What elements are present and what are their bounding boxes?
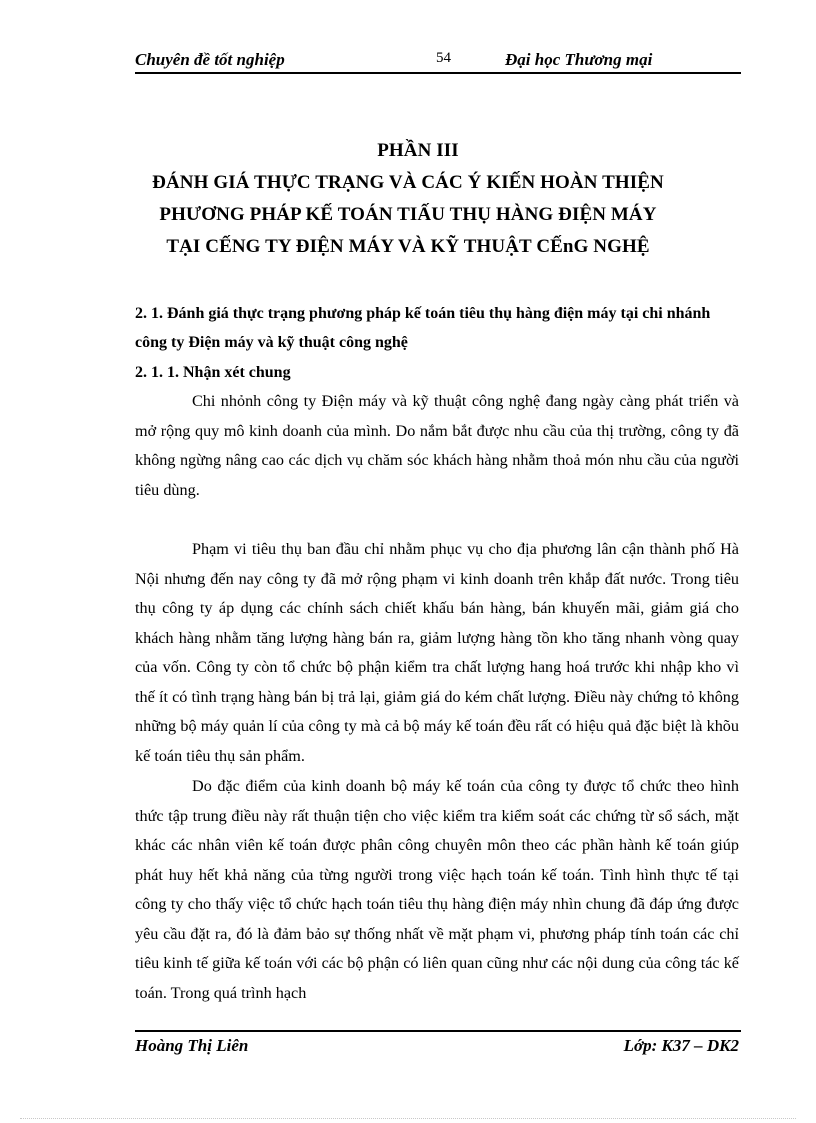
chapter-title-block [0, 135, 816, 263]
footer-rule [135, 1030, 741, 1032]
part-heading: PHẦN III [377, 140, 459, 161]
footer-author: Hoàng Thị Liên [135, 1036, 249, 1055]
header-university: Đại học Thương mại [505, 50, 653, 69]
body-paragraph-2: Phạm vi tiêu thụ ban đầu chỉ nhằm phục vụ cho địa phương lân cận thành phố Hà Nội nhưng đến nay công ty đã mở rộng phạm vi kinh doanh trên khắp đất nước. Trong tiêu thụ công ty áp dụng các chính sách chiết khấu bán hàng, bán khuyến mãi, giảm giá cho khách hàng nhằm tăng lượng hàng bán ra, giảm lượng hàng tồn kho tăng nhanh vòng quay của vốn. Công ty còn tổ chức bộ phận kiểm tra chất lượng hang hoá trước khi nhập kho vì thế ít có tình trạng hàng bán bị trả lại, giảm giá do kém chất lượng. Điều này chứng tỏ không những bộ máy quản lí của công ty mà cả bộ máy kế toán đều rất có hiệu quả đặc biệt là khõu kế toán tiêu thụ sản phẩm. [135, 540, 739, 765]
chapter-title-line-2: PHƯƠNG PHÁP KẾ TOÁN TIẤU THỤ HÀNG ĐIỆN MÁY [159, 204, 657, 225]
body-paragraph-3: Do đặc điểm của kinh doanh bộ máy kế toán của công ty được tổ chức theo hình thức tập trung điều này rất thuận tiện cho việc kiểm tra kiểm soát các chứng từ sổ sách, mặt khác các nhân viên kế toán được phân công chuyên môn theo các phần hành kế toán giúp phát huy hết khả năng của từng người trong việc hạch toán kế toán. Tình hình thực tế tại công ty cho thấy việc tổ chức hạch toán tiêu thụ hàng điện máy nhìn chung đã đáp ứng được yêu cầu đặt ra, đó là đảm bảo sự thống nhất về mặt phạm vi, phương pháp tính toán các chỉ tiêu kinh tế giữa kế toán với các bộ phận có liên quan cũng như các nội dung của công tác kế toán. Trong quá trình hạch [135, 777, 739, 1002]
page-number: 54 [436, 50, 451, 66]
header-document-type: Chuyên đề tốt nghiệp [135, 50, 285, 69]
page-bottom-dotted-border [20, 1118, 796, 1119]
section-heading-2-1-1: 2. 1. 1. Nhận xét chung [135, 364, 291, 381]
chapter-title-line-1: ĐÁNH GIÁ THỰC TRẠNG VÀ CÁC Ý KIẾN HOÀN THIỆN [152, 172, 664, 193]
header-rule [135, 72, 741, 74]
chapter-title-line-3: TẠI CẾNG TY ĐIỆN MÁY VÀ KỸ THUẬT CẾnG NGHỆ [166, 236, 650, 257]
page-header [135, 50, 740, 72]
body-paragraph-1: Chi nhỏnh công ty Điện máy và kỹ thuật công nghệ đang ngày càng phát triển và mở rộng quy mô kinh doanh của mình. Do nắm bắt được nhu cầu của thị trường, công ty đã không ngừng nâng cao các dịch vụ chăm sóc khách hàng nhằm thoả món nhu cầu của người tiêu dùng. [135, 392, 739, 499]
footer-class: Lớp: K37 – DK2 [623, 1036, 739, 1055]
section-heading-2-1: 2. 1. Đánh giá thực trạng phương pháp kế toán tiêu thụ hàng điện máy tại chi nhánh công ty Điện máy và kỹ thuật công nghệ [135, 305, 711, 351]
